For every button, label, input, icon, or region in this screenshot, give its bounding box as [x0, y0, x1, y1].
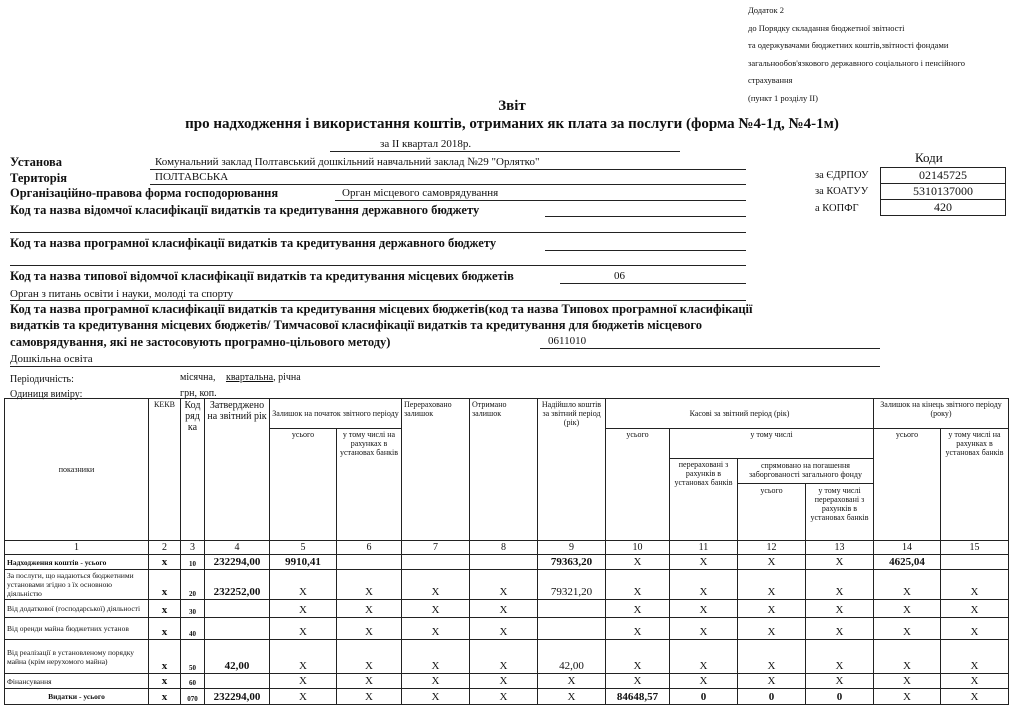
row-cell: Х [670, 640, 738, 674]
header-incl: у тому числі [670, 429, 874, 459]
kopfg-value: 420 [880, 199, 1006, 216]
row-cell: Х [270, 689, 337, 705]
row-cell: 50 [181, 640, 205, 674]
row-cell: Х [738, 555, 806, 570]
table-row [5, 555, 1009, 570]
row-cell: Х [941, 674, 1009, 689]
row-indicator-name: Від оренди майна бюджетних установ [5, 618, 149, 640]
column-number: 8 [470, 541, 538, 555]
row-cell: х [149, 689, 181, 705]
row-cell: Х [806, 618, 874, 640]
row-indicator-name: За послуги, що надаються бюджетними установами згідно з їх основною діяльністю [5, 570, 149, 600]
row-cell: Х [670, 600, 738, 618]
row-cell [205, 600, 270, 618]
row-cell: Х [470, 640, 538, 674]
periodicity-option: місячна, [180, 372, 216, 383]
periodicity-option: , річна [273, 372, 301, 383]
codes-header: Коди [915, 150, 943, 165]
row-cell: Х [402, 570, 470, 600]
row-cell: 0 [806, 689, 874, 705]
row-cell: 232294,00 [205, 689, 270, 705]
row-cell: Х [337, 640, 402, 674]
row-cell: 79321,20 [538, 570, 606, 600]
org-form-label: Організаційно-правова форма господорювання [10, 186, 279, 200]
row-indicator-name: Від реалізації в установленому порядку майна (крім нерухомого майна) [5, 640, 149, 674]
row-cell: Х [270, 674, 337, 689]
column-number: 2 [149, 541, 181, 555]
header-total: усього [270, 429, 337, 541]
dept-state-label: Код та назва відомчої класифікації видатків та кредитування державного бюджету [10, 203, 480, 217]
row-cell: Х [470, 674, 538, 689]
row-cell: Х [670, 555, 738, 570]
prog-state-label: Код та назва програмної класифікації видатків та кредитування державного бюджету [10, 236, 497, 250]
header-indicators: показники [5, 399, 149, 541]
annex-line: Додаток 2 [748, 5, 785, 15]
row-cell: 9910,41 [270, 555, 337, 570]
column-number: 9 [538, 541, 606, 555]
column-number: 3 [181, 541, 205, 555]
report-table [4, 398, 1009, 705]
row-cell: х [149, 555, 181, 570]
row-cell: Х [941, 689, 1009, 705]
row-cell: 79363,20 [538, 555, 606, 570]
unit-label: Одиниця виміру: [10, 389, 83, 400]
row-cell: Х [606, 674, 670, 689]
row-cell: Х [941, 618, 1009, 640]
header-approved: Затверджено на звітний рік [205, 399, 270, 541]
row-cell: Х [738, 570, 806, 600]
header-kekv: КЕКВ [149, 399, 181, 541]
row-cell: Х [874, 600, 941, 618]
row-cell: Х [738, 618, 806, 640]
annex-line: та одержувачами бюджетних коштів,звітності фондами [748, 40, 949, 50]
row-cell: Х [470, 570, 538, 600]
header-balance-end: Залишок на кінець звітного періоду (року) [874, 399, 1009, 429]
row-cell [402, 555, 470, 570]
header-debt: спрямовано на погашення заборгованості загального фонду [738, 459, 873, 484]
row-cell: х [149, 570, 181, 600]
row-cell [470, 555, 538, 570]
row-cell: Х [670, 618, 738, 640]
column-number: 4 [205, 541, 270, 555]
table-row [5, 570, 1009, 600]
row-cell: 30 [181, 600, 205, 618]
annex-line: до Порядку складання бюджетної звітності [748, 22, 905, 33]
header-cash: Касові за звітний період (рік) [606, 399, 874, 429]
row-cell: Х [470, 618, 538, 640]
header-row-code: Код ряд ка [181, 399, 205, 541]
row-cell [538, 600, 606, 618]
row-indicator-name: Фінансування [5, 674, 149, 689]
column-numbers-row [5, 541, 1009, 555]
header-incl-banks: у тому числі на рахунках в установах банків [337, 429, 402, 541]
row-cell: 232252,00 [205, 570, 270, 600]
row-cell: Х [806, 570, 874, 600]
row-cell: 0 [738, 689, 806, 705]
row-cell [205, 618, 270, 640]
row-cell: 232294,00 [205, 555, 270, 570]
row-cell [205, 674, 270, 689]
row-cell: Х [941, 640, 1009, 674]
periodicity-label: Періодичність: [10, 374, 74, 385]
row-cell: Х [670, 674, 738, 689]
row-cell: Х [874, 618, 941, 640]
row-cell: 40 [181, 618, 205, 640]
row-cell: Х [470, 689, 538, 705]
row-cell: Х [402, 689, 470, 705]
row-indicator-name: Видатки - усього [5, 689, 149, 705]
table-row [5, 640, 1009, 674]
row-cell: Х [270, 618, 337, 640]
row-cell: Х [538, 689, 606, 705]
row-cell: Х [402, 640, 470, 674]
institution-value: Комунальний заклад Полтавський дошкільний навчальний заклад №29 "Орлятко" [155, 156, 540, 168]
row-cell: Х [270, 600, 337, 618]
row-cell: 4625,04 [874, 555, 941, 570]
row-cell: Х [606, 555, 670, 570]
row-cell: Х [606, 640, 670, 674]
row-cell: х [149, 640, 181, 674]
row-cell: Х [606, 618, 670, 640]
row-cell: Х [738, 674, 806, 689]
row-indicator-name: Від додаткової (господарської) діяльності [5, 600, 149, 618]
header-inflow: Надійшло коштів за звітний період (рік) [538, 399, 606, 541]
dept-local-code: 06 [614, 270, 625, 282]
column-number: 10 [606, 541, 670, 555]
table-body [5, 555, 1009, 705]
unit-value: грн, коп. [180, 388, 217, 399]
dept-local-name: Орган з питань освіти і науки, молоді та спорту [10, 288, 234, 300]
row-cell: 10 [181, 555, 205, 570]
row-cell: Х [738, 640, 806, 674]
row-cell: х [149, 674, 181, 689]
header-transferred-banks: перераховані з рахунків в установах банків [670, 459, 738, 541]
row-cell: Х [874, 640, 941, 674]
row-cell: х [149, 618, 181, 640]
prog-local-code: 0611010 [548, 335, 587, 347]
koatuu-label: за КОАТУУ [815, 186, 869, 197]
column-number: 6 [337, 541, 402, 555]
row-cell: Х [806, 674, 874, 689]
column-number: 5 [270, 541, 337, 555]
row-cell [941, 555, 1009, 570]
row-cell: Х [806, 600, 874, 618]
header-transferred: Перераховано залишок [402, 399, 470, 541]
header-end-total: усього [874, 429, 941, 541]
row-cell: Х [874, 689, 941, 705]
edrpou-value: 02145725 [880, 167, 1006, 184]
row-cell: х [149, 600, 181, 618]
periodicity-selected: квартальна [225, 372, 274, 383]
kopfg-label: а КОПФГ [815, 203, 859, 214]
edrpou-label: за ЄДРПОУ [815, 170, 869, 181]
row-cell: Х [606, 600, 670, 618]
row-cell: Х [337, 618, 402, 640]
table-row [5, 689, 1009, 705]
row-cell [337, 555, 402, 570]
org-form-value: Орган місцевого самоврядування [342, 187, 499, 199]
column-number: 13 [806, 541, 874, 555]
column-number: 12 [738, 541, 806, 555]
row-cell [538, 618, 606, 640]
prog-local-line3: самоврядування, які не застосовують програмно-цільового методу) [10, 335, 391, 349]
row-cell: Х [874, 674, 941, 689]
column-number: 1 [5, 541, 149, 555]
row-cell: 42,00 [205, 640, 270, 674]
row-cell: Х [874, 570, 941, 600]
header-debt-banks: у тому числі перераховані з рахунків в установах банків [810, 486, 869, 522]
row-cell: Х [337, 689, 402, 705]
row-cell: Х [941, 570, 1009, 600]
report-period: за II квартал 2018р. [380, 138, 472, 150]
table-row [5, 618, 1009, 640]
row-cell: Х [606, 570, 670, 600]
column-number: 11 [670, 541, 738, 555]
koatuu-value: 5310137000 [880, 183, 1006, 200]
prog-local-line1: Код та назва програмної класифікації видатків та кредитування місцевих бюджетів(код та назва Типовох програмної класифікації [10, 302, 753, 316]
dept-local-label: Код та назва типової відомчої класифікації видатків та кредитування місцевих бюджетів [10, 269, 514, 283]
row-cell: 0 [670, 689, 738, 705]
row-cell: Х [538, 674, 606, 689]
row-cell: Х [941, 600, 1009, 618]
row-cell: Х [402, 618, 470, 640]
row-cell: Х [337, 600, 402, 618]
row-indicator-name: Надходження коштів - усього [5, 555, 149, 570]
row-cell: Х [270, 640, 337, 674]
column-number: 14 [874, 541, 941, 555]
row-cell: Х [806, 640, 874, 674]
row-cell: 84648,57 [606, 689, 670, 705]
annex-line: (пункт 1 розділу II) [748, 92, 818, 103]
row-cell: 42,00 [538, 640, 606, 674]
report-title: Звіт [498, 98, 526, 114]
prog-local-line2: видатків та кредитування місцевих бюджетів/ Тимчасової класифікації видатків та кредитування для бюджетів місцевого [10, 318, 703, 332]
annex-line: страхування [748, 75, 793, 85]
territory-value: ПОЛТАВСЬКА [155, 171, 229, 183]
column-number: 7 [402, 541, 470, 555]
row-cell: Х [337, 674, 402, 689]
header-balance-start: Залишок на початок звітного періоду [270, 399, 402, 429]
header-debt-total: усього [738, 484, 806, 540]
row-cell: Х [337, 570, 402, 600]
row-cell: Х [402, 600, 470, 618]
territory-label: Територія [10, 171, 67, 185]
report-subtitle: про надходження і використання коштів, отриманих як плата за послуги (форма №4-1д, №4-1м) [185, 116, 839, 132]
row-cell: Х [806, 555, 874, 570]
column-number: 15 [941, 541, 1009, 555]
row-cell: 070 [181, 689, 205, 705]
row-cell: Х [738, 600, 806, 618]
row-cell: Х [470, 600, 538, 618]
annex-block [748, 2, 965, 107]
table-row [5, 674, 1009, 689]
annex-line: загальнообов'язкового державного соціального і пенсійного [748, 57, 965, 68]
table-row [5, 600, 1009, 618]
prog-local-name: Дошкільна освіта [10, 353, 93, 365]
header-received: Отримано залишок [470, 399, 538, 541]
row-cell: Х [670, 570, 738, 600]
header-end-incl-banks: у тому числі на рахунках в установах банків [941, 429, 1009, 541]
row-cell: 60 [181, 674, 205, 689]
row-cell: 20 [181, 570, 205, 600]
periodicity-options [180, 372, 301, 383]
row-cell: Х [270, 570, 337, 600]
header-cash-total: усього [606, 429, 670, 541]
row-cell: Х [402, 674, 470, 689]
header-debt-group [738, 459, 874, 541]
institution-label: Установа [10, 155, 63, 169]
